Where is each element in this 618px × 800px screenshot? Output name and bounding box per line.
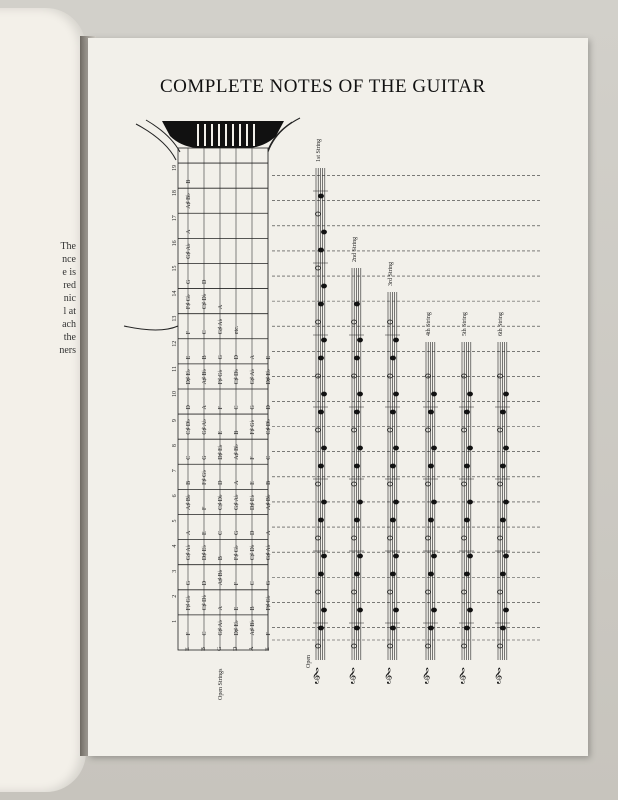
note-head (467, 554, 472, 558)
fret-number: 18 (172, 190, 178, 197)
fret-number: 3 (172, 569, 178, 573)
left-page-text-line: The (60, 241, 76, 252)
treble-clef-icon: 𝄞 (348, 669, 357, 684)
note-head (357, 392, 362, 396)
fret-note-label: E (202, 531, 208, 536)
note-head (464, 572, 469, 576)
soundhole-graphic (124, 118, 300, 330)
staff-label: 1st String (316, 138, 322, 162)
fret-note-label: B (186, 179, 192, 184)
note-head (321, 230, 326, 234)
note-head (318, 626, 323, 630)
note-head (503, 554, 508, 558)
left-page-text-line: red (63, 280, 76, 291)
left-page-text-line: nce (62, 254, 76, 265)
open-string-name: E (185, 647, 191, 651)
fret-note-label: D (202, 279, 208, 285)
note-head (390, 626, 395, 630)
fret-note-label: A (186, 530, 192, 536)
note-head (318, 464, 323, 468)
note-head (321, 392, 326, 396)
fret-number: 4 (172, 544, 178, 548)
note-head (357, 446, 362, 450)
open-label: Open (306, 655, 312, 668)
note-head (464, 518, 469, 522)
note-head (393, 338, 398, 342)
note-head (500, 572, 505, 576)
fret-number: 19 (172, 165, 178, 172)
fret-note-label: G♯ A♭ (266, 544, 272, 561)
fret-note-label: F♯ G♭ (250, 419, 256, 435)
fret-note-label: F (202, 506, 208, 510)
fret-note-label: C (250, 581, 256, 586)
treble-clef-icon: 𝄞 (422, 669, 431, 684)
fret-number: 17 (172, 215, 178, 222)
fret-note-label: C♯ D♭ (202, 293, 208, 310)
fret-note-label: A♯ B♭ (234, 444, 240, 460)
fret-note-label: A♯ B♭ (202, 368, 208, 385)
note-head (318, 194, 323, 198)
fret-note-label: C (266, 455, 272, 460)
note-head (500, 518, 505, 522)
note-head (390, 518, 395, 522)
open-string-name: G (217, 646, 223, 651)
note-head (321, 554, 326, 558)
fret-note-label: A♯ B♭ (266, 494, 272, 510)
open-string-name: B (201, 646, 207, 651)
fret-note-label: G♯ A♭ (186, 544, 192, 561)
note-head (503, 500, 508, 504)
note-head (357, 554, 362, 558)
fret-note-label: F (234, 581, 240, 586)
fret-note-label: D (218, 480, 224, 485)
fret-note-label: G♯ A♭ (218, 318, 224, 335)
fret-note-label: A (218, 606, 224, 611)
fretboard (172, 148, 540, 700)
fret-note-label: F (186, 632, 192, 636)
fret-note-label: F♯ G♭ (234, 545, 240, 561)
fret-note-label: G (266, 580, 272, 586)
note-head (354, 410, 359, 414)
fret-note-label: B (186, 480, 192, 485)
headstock-nut (162, 121, 284, 148)
note-head (354, 464, 359, 468)
note-head (390, 356, 395, 360)
note-head (357, 500, 362, 504)
note-head (431, 446, 436, 450)
note-head (393, 446, 398, 450)
staff-label: 5th String (462, 312, 468, 336)
note-head (321, 284, 326, 288)
note-head (428, 464, 433, 468)
fret-note-label: etc. (234, 325, 240, 335)
fret-number: 7 (172, 469, 178, 473)
fret-number: 5 (172, 519, 178, 523)
fret-note-label: G (186, 580, 192, 586)
note-head (354, 626, 359, 630)
note-head (500, 626, 505, 630)
fret-note-label: A (218, 304, 224, 310)
open-string-name: D (233, 646, 239, 651)
note-head (321, 338, 326, 342)
note-head (318, 572, 323, 576)
note-head (390, 572, 395, 576)
fret-note-label: F♯ G♭ (218, 369, 224, 385)
fret-note-label: D (266, 405, 272, 410)
note-head (318, 410, 323, 414)
fret-note-label: E (186, 355, 192, 360)
note-head (467, 608, 472, 612)
fret-note-label: B (266, 480, 272, 485)
fret-number: 12 (172, 340, 178, 347)
fret-note-label: A (250, 354, 256, 360)
open-string-name: E (265, 647, 271, 651)
fret-number: 9 (172, 419, 178, 423)
note-head (354, 356, 359, 360)
treble-clef-icon: 𝄞 (458, 669, 467, 684)
fret-note-label: F (266, 632, 272, 636)
note-head (428, 410, 433, 414)
treble-clef-icon: 𝄞 (312, 669, 321, 684)
open-string-name: A (249, 646, 255, 651)
note-head (428, 626, 433, 630)
fret-note-label: D♯ E♭ (234, 620, 240, 636)
fret-note-label: A♯ B♭ (218, 569, 224, 586)
note-head (428, 572, 433, 576)
fret-note-label: F♯ G♭ (202, 469, 208, 485)
fret-note-label: F (218, 406, 224, 410)
note-head (354, 572, 359, 576)
note-head (318, 356, 323, 360)
fret-note-label: G (250, 405, 256, 410)
note-head (503, 446, 508, 450)
fret-note-label: F (186, 330, 192, 335)
left-page-text-line: ners (59, 345, 76, 356)
fret-note-label: E (250, 481, 256, 485)
note-head (354, 518, 359, 522)
note-head (357, 608, 362, 612)
note-head (467, 392, 472, 396)
fret-note-label: F (250, 456, 256, 460)
fret-number: 13 (172, 315, 178, 322)
note-head (500, 410, 505, 414)
fret-note-label: G♯ A♭ (250, 368, 256, 385)
note-head (318, 248, 323, 252)
staff-label: 6th String (498, 312, 504, 336)
fret-note-label: D♯ E♭ (186, 369, 192, 385)
note-head (431, 392, 436, 396)
fret-note-label: B (250, 606, 256, 611)
fret-note-label: D (250, 530, 256, 536)
note-head (318, 302, 323, 306)
fret-note-label: A (266, 530, 272, 536)
fret-note-label: C (234, 405, 240, 410)
note-head (318, 518, 323, 522)
note-head (390, 464, 395, 468)
note-head (393, 608, 398, 612)
open-strings-label: Open Strings (218, 668, 224, 700)
note-head (354, 302, 359, 306)
left-page-text-line: l at (63, 306, 76, 317)
fret-note-label: D (234, 354, 240, 360)
note-head (503, 392, 508, 396)
fret-number: 11 (172, 366, 178, 372)
fret-note-label: B (234, 430, 240, 435)
fret-note-label: E (266, 355, 272, 360)
note-head (464, 626, 469, 630)
treble-clef-icon: 𝄞 (494, 669, 503, 684)
note-head (321, 446, 326, 450)
fret-note-label: B (218, 556, 224, 561)
note-head (431, 500, 436, 504)
fret-note-label: D♯ E♭ (250, 494, 256, 510)
note-head (467, 500, 472, 504)
fret-number: 15 (172, 265, 178, 272)
note-head (503, 608, 508, 612)
fret-note-label: C♯ D♭ (186, 418, 192, 435)
fret-note-label: E (218, 430, 224, 435)
left-page-text-line: nic (63, 293, 76, 304)
fret-number: 2 (172, 594, 178, 598)
fret-note-label: G♯ A♭ (218, 619, 224, 636)
fret-note-label: A♯ B♭ (250, 619, 256, 636)
note-head (464, 410, 469, 414)
fret-number: 16 (172, 240, 178, 247)
note-head (393, 554, 398, 558)
fret-number: 14 (172, 290, 178, 297)
fret-note-label: A♯ B♭ (186, 494, 192, 510)
note-head (467, 446, 472, 450)
note-head (357, 338, 362, 342)
fret-note-label: F♯ G♭ (186, 595, 192, 611)
fret-note-label: C♯ D♭ (266, 418, 272, 435)
note-head (321, 500, 326, 504)
fret-note-label: G♯ A♭ (186, 243, 192, 259)
fret-note-label: G♯ A♭ (202, 418, 208, 435)
fret-note-label: C (202, 330, 208, 335)
fret-number: 6 (172, 494, 178, 498)
left-page-text-line: the (63, 332, 76, 343)
note-head (500, 464, 505, 468)
fret-number: 10 (172, 390, 178, 397)
left-page-text-line: e is (62, 267, 76, 278)
fret-note-label: B (202, 355, 208, 360)
note-head (431, 554, 436, 558)
fret-note-label: C♯ D♭ (234, 368, 240, 385)
fret-number: 1 (172, 619, 178, 623)
staff-label: 2nd String (352, 236, 358, 262)
fret-note-label: D♯ E♭ (266, 369, 272, 385)
fret-note-label: C♯ D♭ (250, 544, 256, 561)
fret-note-label: C (218, 531, 224, 536)
fret-note-label: D♯ E♭ (218, 444, 224, 460)
note-head (393, 392, 398, 396)
staff-label: 3rd String (388, 261, 394, 286)
page-title: COMPLETE NOTES OF THE GUITAR (160, 76, 486, 97)
fret-number: 8 (172, 444, 178, 448)
note-head (431, 608, 436, 612)
left-page-text-line: ach (62, 319, 76, 330)
fret-note-label: G (234, 530, 240, 536)
note-head (321, 608, 326, 612)
fret-note-label: D (202, 580, 208, 586)
fret-note-label: C♯ D♭ (202, 594, 208, 611)
fret-note-label: G (218, 354, 224, 360)
fret-note-label: C (186, 455, 192, 460)
fret-note-label: A (202, 405, 208, 410)
fret-note-label: G (202, 455, 208, 460)
fret-note-label: G♯ A♭ (234, 494, 240, 510)
fret-note-label: C (202, 631, 208, 636)
staff-label: 4th String (426, 312, 432, 336)
note-head (464, 464, 469, 468)
note-head (393, 500, 398, 504)
note-head (428, 518, 433, 522)
fret-note-label: F♯ G♭ (186, 294, 192, 310)
fret-note-label: F♯ G♭ (266, 595, 272, 611)
note-head (390, 410, 395, 414)
fret-note-label: A♯ B♭ (186, 193, 192, 209)
fret-note-label: C♯ D♭ (218, 494, 224, 510)
fret-note-label: A (234, 480, 240, 485)
fret-note-label: E (234, 606, 240, 611)
fret-note-label: D (186, 405, 192, 410)
fret-note-label: A (186, 229, 192, 234)
fret-note-label: G (186, 279, 192, 285)
treble-clef-icon: 𝄞 (384, 669, 393, 684)
fret-note-label: D♯ E♭ (202, 544, 208, 561)
